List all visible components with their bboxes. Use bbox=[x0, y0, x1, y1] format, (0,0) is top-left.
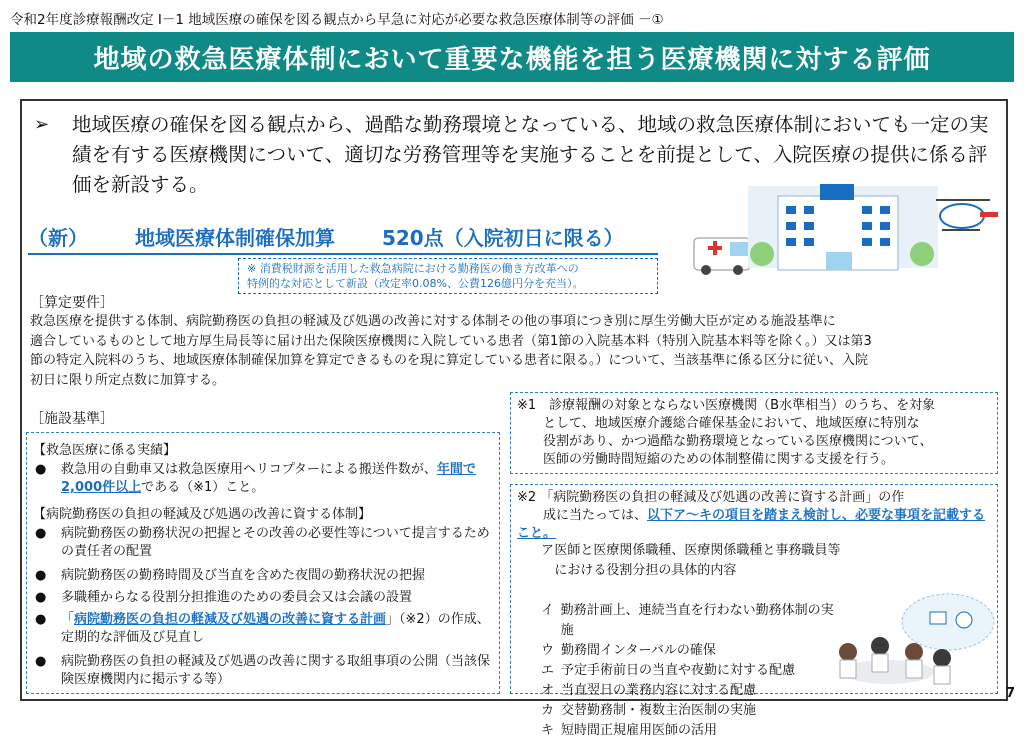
facility-criteria-box bbox=[26, 432, 500, 694]
facility-heading: ［施設基準］ bbox=[30, 411, 114, 427]
list-item bbox=[541, 681, 841, 701]
list-item-key: エ bbox=[541, 663, 555, 678]
clock-icon bbox=[956, 612, 972, 628]
list-item-key: イ bbox=[541, 603, 555, 618]
hospital-illustration bbox=[690, 180, 1000, 280]
funding-note-text: ※ 消費税財源を活用した救急病院における勤務医の働き方改革への 特例的な対応として新設（改定率0.08%、公費126億円分を充当）。 bbox=[247, 262, 584, 290]
burden-item-text: 病院勤務医の勤務状況の把握とその改善の必要性等について提言するための責任者の配置 bbox=[61, 526, 490, 559]
emergency-item-text-a: 救急用の自動車又は救急医療用ヘリコプターによる搬送件数が、 bbox=[61, 462, 437, 477]
bonus-points: 520点（入院初日に限る） bbox=[381, 226, 624, 250]
burden-item: ● 病院勤務医の勤務時間及び当直を含めた夜間の勤務状況の把握 bbox=[35, 567, 495, 585]
list-item-key: オ bbox=[541, 683, 555, 698]
disclosure-item: ● 病院勤務医の負担の軽減及び処遇の改善に関する取組事項の公開（当該保険医療機関内に掲示する等） bbox=[35, 653, 495, 689]
plan-item-highlight: 病院勤務医の負担の軽減及び処遇の改善に資する計画 bbox=[74, 612, 387, 627]
requirements-body: 救急医療を提供する体制、病院勤務医の負担の軽減及び処遇の改善に対する体制その他の事項につき別に厚生労働大臣が定める施設基準に 適合しているものとして地方厚生局長等に届け出た保険医療機関に入院している患者（第1節の入院基本料（特別入院基本料等を除く。）又は第3 節の特定入院料のうち、地域医療体制確保加算を算定できるものを現に算定している患者に限る。）について、当該基準に係る区分に従い、入院 初日に限り所定点数に加算する。 bbox=[30, 314, 872, 388]
new-tag: （新） bbox=[28, 226, 88, 250]
new-bonus-heading bbox=[28, 222, 658, 255]
doctors-meeting-illustration bbox=[818, 592, 996, 692]
list-item-text: 予定手術前日の当直や夜勤に対する配慮 bbox=[561, 663, 796, 678]
note1-text: ※1 診療報酬の対象とならない医療機関（B水準相当）のうち、を対象 として、地域医療介護総合確保基金において、地域医療に特別な 役割があり、かつ過酷な勤務環境となっている医療機関について、 医師の労働時間短縮のための体制整備に関する支援を行う。 bbox=[517, 398, 936, 467]
list-item bbox=[541, 641, 841, 661]
list-item-key: キ bbox=[541, 723, 555, 738]
plan-item-text-c: 」（※2）の作成、定期的な評価及び見直し bbox=[61, 612, 490, 645]
intro-text: 地域医療の確保を図る観点から、過酷な勤務環境となっている、地域の救急医療体制においても一定の実績を有する医療機関について、適切な労務管理等を実施することを前提として、入院医療の提供に係る評価を新設する。 bbox=[72, 113, 989, 196]
list-item-text: 医師と医療関係職種、医療関係職種と事務職員等における役割分担の具体的内容 bbox=[554, 543, 841, 578]
emergency-heading: 【救急医療に係る実績】 bbox=[33, 443, 177, 458]
funding-note bbox=[238, 258, 658, 294]
bonus-name: 地域医療体制確保加算 bbox=[134, 226, 335, 250]
burden-item-text: 病院勤務医の勤務時間及び当直を含めた夜間の勤務状況の把握 bbox=[61, 568, 426, 583]
note1-box bbox=[510, 392, 998, 474]
emergency-item-highlight: 年間で2,000件以上 bbox=[61, 462, 476, 495]
arrow-bullet-icon: ➢ bbox=[34, 114, 50, 135]
list-item-text: 勤務間インターバルの確保 bbox=[561, 643, 716, 658]
note2-lead bbox=[517, 489, 993, 543]
list-item bbox=[541, 701, 841, 721]
breadcrumb: 令和2年度診療報酬改定 Ⅰ－1 地域医療の確保を図る観点から早急に対応が必要な救急医療体制等の評価 －① bbox=[10, 12, 664, 28]
list-item-text: 勤務計画上、連続当直を行わない勤務体制の実施 bbox=[560, 603, 834, 638]
disclosure-item-text: 病院勤務医の負担の軽減及び処遇の改善に関する取組事項の公開（当該保険医療機関内に掲示する等） bbox=[61, 654, 491, 687]
note2-item-list bbox=[541, 541, 841, 741]
note2-lead-text: ※2 「病院勤務医の負担の軽減及び処遇の改善に資する計画」の作 成に当たっては、 bbox=[517, 490, 905, 523]
emergency-item-text-c: である（※1）こと。 bbox=[141, 480, 265, 495]
hospital-icon bbox=[748, 184, 938, 270]
list-item bbox=[541, 541, 841, 581]
page-number: 7 bbox=[1006, 686, 1016, 701]
list-item-text: 短時間正規雇用医師の活用 bbox=[561, 723, 718, 738]
list-item-key: カ bbox=[541, 703, 555, 718]
plan-item-text-a: 「 bbox=[61, 612, 75, 627]
burden-item: ● 病院勤務医の勤務状況の把握とその改善の必要性等について提言するための責任者の配置 bbox=[35, 525, 495, 561]
list-item bbox=[541, 601, 841, 641]
ambulance-icon bbox=[694, 238, 750, 275]
plan-item: ● 「病院勤務医の負担の軽減及び処遇の改善に資する計画」（※2）の作成、定期的な評価及び見直し bbox=[35, 612, 490, 645]
list-item-text: 交替勤務制・複数主治医制の実施 bbox=[561, 703, 757, 718]
list-item bbox=[541, 721, 841, 741]
page-title: 地域の救急医療体制において重要な機能を担う医療機関に対する評価 bbox=[10, 32, 1014, 82]
requirements-heading: ［算定要件］ bbox=[30, 295, 114, 311]
burden-heading: 【病院勤務医の負担の軽減及び処遇の改善に資する体制】 bbox=[33, 507, 372, 522]
burden-item-text: 多職種からなる役割分担推進のための委員会又は会議の設置 bbox=[61, 590, 413, 605]
note2-lead-highlight: 以下ア～キの項目を踏まえ検討し、必要な事項を記載すること。 bbox=[517, 508, 986, 541]
helicopter-icon bbox=[936, 200, 998, 230]
burden-item: ● 多職種からなる役割分担推進のための委員会又は会議の設置 bbox=[35, 589, 495, 607]
list-item-text: 当直翌日の業務内容に対する配慮 bbox=[561, 683, 757, 698]
list-item-key: ア bbox=[541, 543, 555, 558]
emergency-item: ● 救急用の自動車又は救急医療用ヘリコプターによる搬送件数が、年間で2,000件以上である（※1）こと。 bbox=[35, 462, 476, 495]
calendar-icon bbox=[930, 612, 946, 624]
list-item-key: ウ bbox=[541, 643, 555, 658]
list-item bbox=[541, 661, 841, 681]
